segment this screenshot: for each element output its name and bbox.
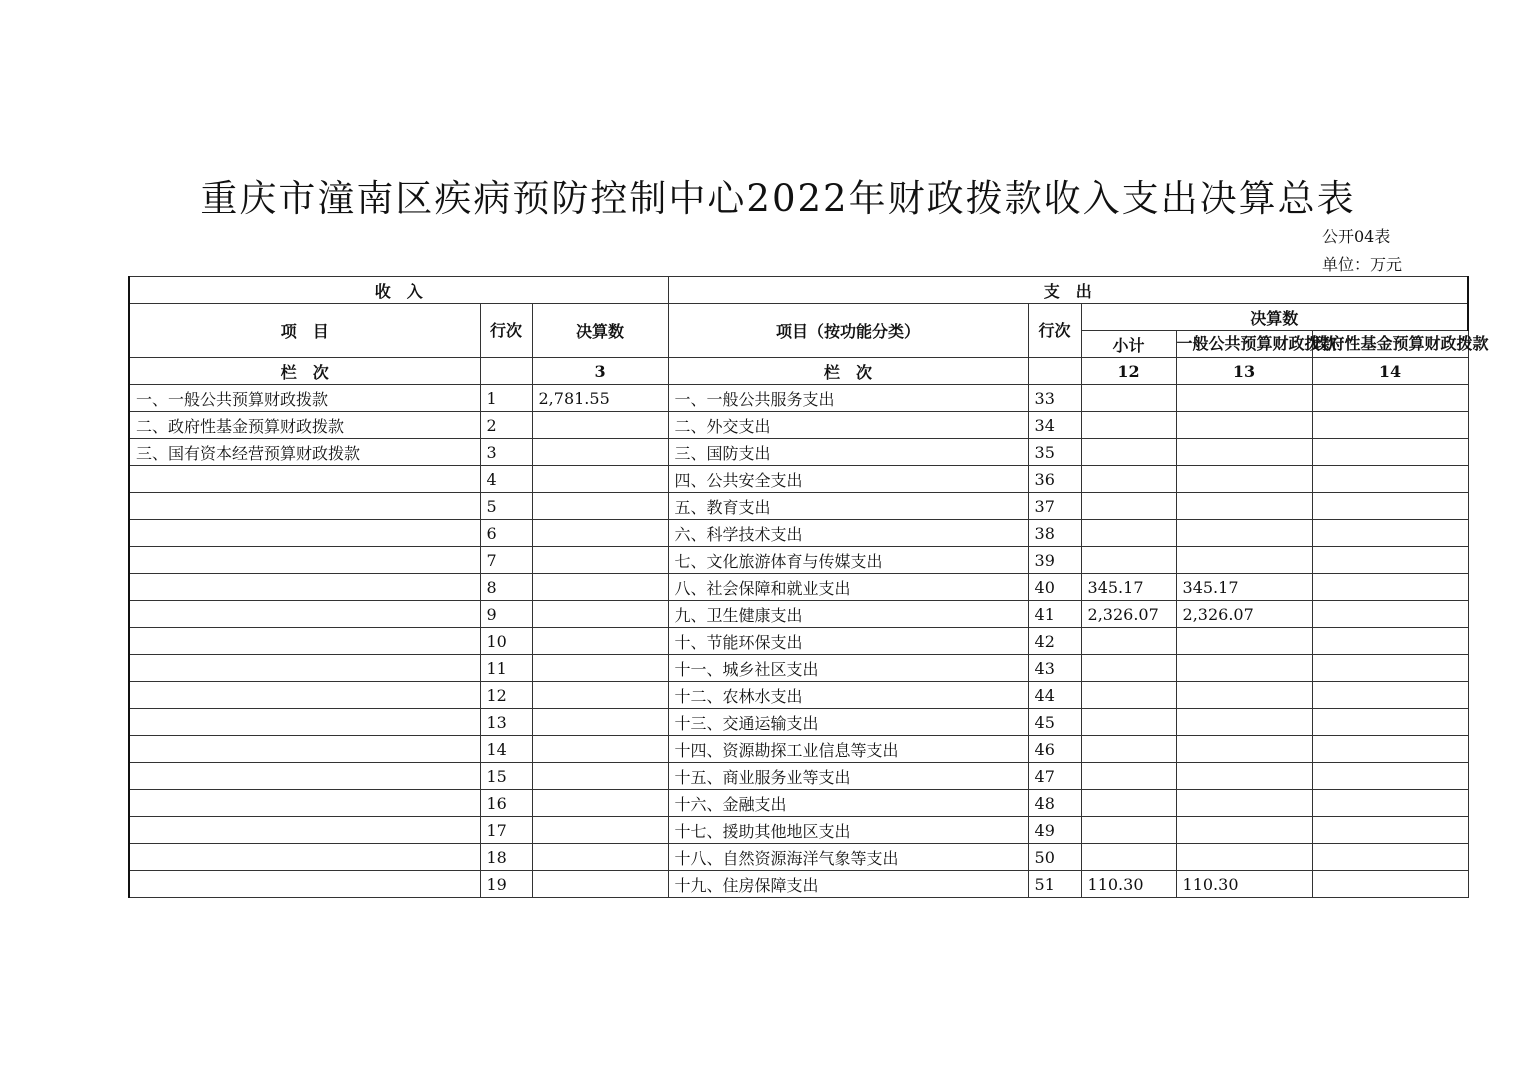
expense-general-budget-cell: 345.17 (1176, 574, 1312, 601)
expense-item-cell: 九、卫生健康支出 (668, 601, 1028, 628)
expense-fund-budget-cell (1312, 628, 1468, 655)
income-amount-cell (532, 574, 668, 601)
expense-subtotal-cell: 2,326.07 (1081, 601, 1176, 628)
expense-fund-budget-cell (1312, 601, 1468, 628)
expense-row-no-cell: 40 (1028, 574, 1081, 601)
table-row (129, 493, 1468, 520)
expense-subtotal-cell (1081, 817, 1176, 844)
table-row (129, 547, 1468, 574)
income-amount-cell: 2,781.55 (532, 385, 668, 412)
expense-general-budget-cell (1176, 844, 1312, 871)
expense-row-no-col-num (1028, 358, 1081, 385)
expense-subtotal-cell (1081, 763, 1176, 790)
table-row (129, 466, 1468, 493)
income-row-no-cell: 16 (480, 790, 532, 817)
income-amount-header: 决算数 (532, 304, 668, 358)
expense-row-no-cell: 47 (1028, 763, 1081, 790)
income-item-cell: 二、政府性基金预算财政拨款 (129, 412, 480, 439)
expense-fund-budget-cell (1312, 574, 1468, 601)
expense-general-budget-cell (1176, 439, 1312, 466)
expense-fund-budget-cell (1312, 709, 1468, 736)
income-amount-cell (532, 844, 668, 871)
expense-general-budget-cell: 110.30 (1176, 871, 1312, 898)
expense-subtotal-cell (1081, 520, 1176, 547)
expense-item-cell: 三、国防支出 (668, 439, 1028, 466)
income-amount-cell (532, 466, 668, 493)
expense-row-no-cell: 37 (1028, 493, 1081, 520)
income-item-cell (129, 817, 480, 844)
expense-fund-budget-cell (1312, 412, 1468, 439)
table-row (129, 628, 1468, 655)
subtotal-col-num: 12 (1081, 358, 1176, 385)
expense-subtotal-cell (1081, 844, 1176, 871)
income-item-cell (129, 466, 480, 493)
income-row-no-cell: 18 (480, 844, 532, 871)
expense-column-label: 栏 次 (668, 358, 1028, 385)
income-amount-cell (532, 520, 668, 547)
expense-fund-budget-cell (1312, 844, 1468, 871)
income-amount-cell (532, 493, 668, 520)
expense-row-no-cell: 34 (1028, 412, 1081, 439)
income-item-cell (129, 682, 480, 709)
document-title: 重庆市潼南区疾病预防控制中心2022年财政拨款收入支出决算总表 (200, 177, 1356, 220)
income-item-cell (129, 763, 480, 790)
income-row-no-cell: 9 (480, 601, 532, 628)
income-amount-cell (532, 412, 668, 439)
income-amount-cell (532, 817, 668, 844)
expense-item-cell: 一、一般公共服务支出 (668, 385, 1028, 412)
income-amount-cell (532, 655, 668, 682)
expense-item-cell: 十七、援助其他地区支出 (668, 817, 1028, 844)
expense-fund-budget-cell (1312, 817, 1468, 844)
expense-func-item-header: 项目（按功能分类） (668, 304, 1028, 358)
income-item-header: 项 目 (129, 304, 480, 358)
expense-subtotal-cell: 345.17 (1081, 574, 1176, 601)
income-item-cell (129, 871, 480, 898)
expense-fund-budget-cell (1312, 385, 1468, 412)
table-row (129, 817, 1468, 844)
expense-item-cell: 十五、商业服务业等支出 (668, 763, 1028, 790)
income-amount-col-num: 3 (532, 358, 668, 385)
table-row (129, 790, 1468, 817)
expense-fund-budget-cell (1312, 547, 1468, 574)
table-row (129, 574, 1468, 601)
table-row (129, 412, 1468, 439)
expense-subtotal-cell: 110.30 (1081, 871, 1176, 898)
expense-row-no-cell: 44 (1028, 682, 1081, 709)
table-row (129, 385, 1468, 412)
income-row-no-col-num (480, 358, 532, 385)
expense-item-cell: 十四、资源勘探工业信息等支出 (668, 736, 1028, 763)
income-item-cell (129, 736, 480, 763)
expense-fund-budget-cell (1312, 439, 1468, 466)
income-row-no-cell: 1 (480, 385, 532, 412)
expense-row-no-cell: 45 (1028, 709, 1081, 736)
expense-fund-budget-cell (1312, 655, 1468, 682)
income-row-no-cell: 19 (480, 871, 532, 898)
expense-row-no-cell: 48 (1028, 790, 1081, 817)
expense-item-cell: 十、节能环保支出 (668, 628, 1028, 655)
income-item-cell (129, 547, 480, 574)
expense-fund-budget-cell (1312, 871, 1468, 898)
table-row (129, 736, 1468, 763)
income-row-no-cell: 14 (480, 736, 532, 763)
expense-fund-budget-cell (1312, 520, 1468, 547)
expense-item-cell: 十八、自然资源海洋气象等支出 (668, 844, 1028, 871)
expense-item-cell: 十二、农林水支出 (668, 682, 1028, 709)
expense-subtotal-cell (1081, 439, 1176, 466)
income-amount-cell (532, 736, 668, 763)
table-row (129, 763, 1468, 790)
expense-amount-header: 决算数 (1081, 304, 1468, 331)
expense-subtotal-cell (1081, 628, 1176, 655)
income-row-no-cell: 12 (480, 682, 532, 709)
income-row-no-cell: 13 (480, 709, 532, 736)
expense-header: 支 出 (668, 277, 1468, 304)
expense-item-cell: 五、教育支出 (668, 493, 1028, 520)
income-item-cell: 三、国有资本经营预算财政拨款 (129, 439, 480, 466)
income-row-no-cell: 11 (480, 655, 532, 682)
expense-general-budget-cell (1176, 385, 1312, 412)
expense-subtotal-cell (1081, 682, 1176, 709)
income-item-cell (129, 628, 480, 655)
table-row (129, 682, 1468, 709)
table-row (129, 601, 1468, 628)
expense-general-budget-cell (1176, 628, 1312, 655)
expense-item-cell: 六、科学技术支出 (668, 520, 1028, 547)
income-row-no-cell: 10 (480, 628, 532, 655)
expense-subtotal-cell (1081, 493, 1176, 520)
expense-row-no-cell: 51 (1028, 871, 1081, 898)
expense-row-no-cell: 43 (1028, 655, 1081, 682)
subtotal-header: 小计 (1081, 331, 1176, 358)
income-row-no-cell: 3 (480, 439, 532, 466)
expense-general-budget-cell (1176, 736, 1312, 763)
form-number: 公开04表 (1322, 227, 1391, 246)
income-amount-cell (532, 682, 668, 709)
expense-subtotal-cell (1081, 547, 1176, 574)
income-item-cell (129, 655, 480, 682)
income-row-no-cell: 4 (480, 466, 532, 493)
expense-row-no-cell: 33 (1028, 385, 1081, 412)
income-amount-cell (532, 547, 668, 574)
expense-item-cell: 十三、交通运输支出 (668, 709, 1028, 736)
expense-general-budget-cell: 2,326.07 (1176, 601, 1312, 628)
income-row-no-cell: 6 (480, 520, 532, 547)
income-amount-cell (532, 871, 668, 898)
expense-row-no-cell: 38 (1028, 520, 1081, 547)
table-row (129, 844, 1468, 871)
income-row-no-cell: 8 (480, 574, 532, 601)
income-amount-cell (532, 628, 668, 655)
income-column-label: 栏 次 (129, 358, 480, 385)
income-header: 收 入 (129, 277, 668, 304)
expense-general-budget-cell (1176, 790, 1312, 817)
expense-general-budget-cell (1176, 817, 1312, 844)
expense-general-budget-cell (1176, 763, 1312, 790)
expense-fund-budget-cell (1312, 493, 1468, 520)
income-row-no-cell: 5 (480, 493, 532, 520)
table-row (129, 655, 1468, 682)
expense-row-no-cell: 41 (1028, 601, 1081, 628)
income-row-no-cell: 2 (480, 412, 532, 439)
expense-general-budget-cell (1176, 520, 1312, 547)
expense-row-no-cell: 42 (1028, 628, 1081, 655)
income-amount-cell (532, 763, 668, 790)
expense-row-no-cell: 49 (1028, 817, 1081, 844)
expense-item-cell: 八、社会保障和就业支出 (668, 574, 1028, 601)
expense-fund-budget-cell (1312, 466, 1468, 493)
expense-general-budget-cell (1176, 709, 1312, 736)
general-col-num: 13 (1176, 358, 1312, 385)
expense-general-budget-cell (1176, 412, 1312, 439)
income-item-cell (129, 574, 480, 601)
income-item-cell: 一、一般公共预算财政拨款 (129, 385, 480, 412)
income-row-no-cell: 7 (480, 547, 532, 574)
fund-budget-header: 政府性基金预算财政拨款 (1312, 331, 1468, 358)
income-amount-cell (532, 709, 668, 736)
income-row-no-cell: 17 (480, 817, 532, 844)
expense-item-cell: 十一、城乡社区支出 (668, 655, 1028, 682)
income-amount-cell (532, 439, 668, 466)
income-item-cell (129, 520, 480, 547)
expense-subtotal-cell (1081, 709, 1176, 736)
table-row (129, 871, 1468, 898)
expense-subtotal-cell (1081, 655, 1176, 682)
expense-item-cell: 十六、金融支出 (668, 790, 1028, 817)
expense-fund-budget-cell (1312, 763, 1468, 790)
table-row (129, 709, 1468, 736)
expense-subtotal-cell (1081, 412, 1176, 439)
expense-general-budget-cell (1176, 493, 1312, 520)
expense-general-budget-cell (1176, 547, 1312, 574)
expense-fund-budget-cell (1312, 790, 1468, 817)
expense-fund-budget-cell (1312, 736, 1468, 763)
appropriation-summary-table (128, 276, 1489, 898)
expense-subtotal-cell (1081, 385, 1176, 412)
income-item-cell (129, 844, 480, 871)
general-budget-header: 一般公共预算财政拨款 (1176, 331, 1312, 358)
expense-item-cell: 二、外交支出 (668, 412, 1028, 439)
expense-row-no-cell: 39 (1028, 547, 1081, 574)
expense-general-budget-cell (1176, 655, 1312, 682)
income-amount-cell (532, 601, 668, 628)
income-amount-cell (532, 790, 668, 817)
expense-subtotal-cell (1081, 466, 1176, 493)
fund-col-num: 14 (1312, 358, 1468, 385)
expense-row-no-header: 行次 (1028, 304, 1081, 358)
unit-label: 单位：万元 (1322, 255, 1403, 274)
expense-item-cell: 四、公共安全支出 (668, 466, 1028, 493)
expense-fund-budget-cell (1312, 682, 1468, 709)
income-item-cell (129, 709, 480, 736)
income-item-cell (129, 601, 480, 628)
income-item-cell (129, 493, 480, 520)
expense-item-cell: 七、文化旅游体育与传媒支出 (668, 547, 1028, 574)
income-item-cell (129, 790, 480, 817)
expense-general-budget-cell (1176, 466, 1312, 493)
expense-subtotal-cell (1081, 790, 1176, 817)
table-row (129, 439, 1468, 466)
income-row-no-header: 行次 (480, 304, 532, 358)
income-row-no-cell: 15 (480, 763, 532, 790)
expense-row-no-cell: 36 (1028, 466, 1081, 493)
expense-row-no-cell: 46 (1028, 736, 1081, 763)
expense-general-budget-cell (1176, 682, 1312, 709)
expense-row-no-cell: 35 (1028, 439, 1081, 466)
expense-item-cell: 十九、住房保障支出 (668, 871, 1028, 898)
table-row (129, 520, 1468, 547)
expense-row-no-cell: 50 (1028, 844, 1081, 871)
expense-subtotal-cell (1081, 736, 1176, 763)
